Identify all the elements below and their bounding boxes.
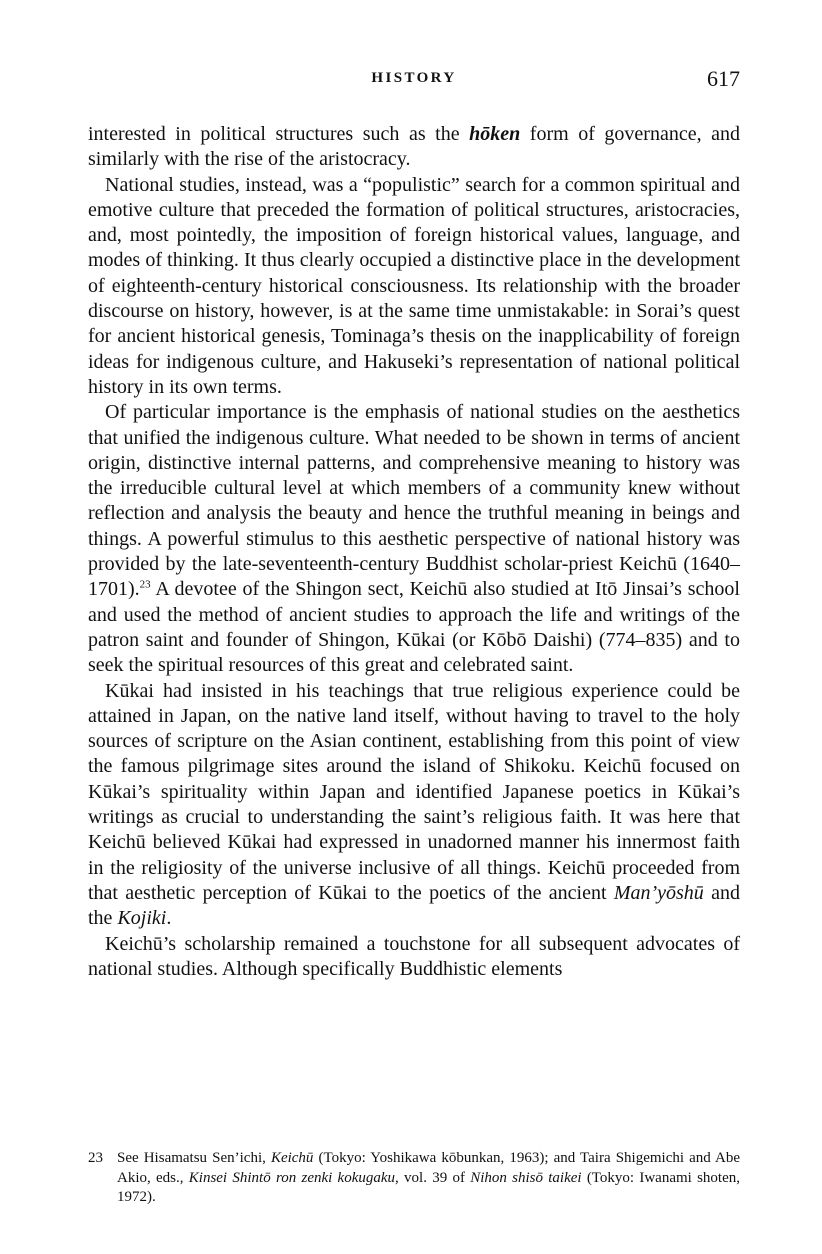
footnote-number: 23 — [88, 1150, 103, 1166]
paragraph-text: Of particular importance is the emphasis of national studies on the aesthetics that unified the indigenous culture. What needed to be shown in terms of ancient origin, distinctive internal patterns, and comprehensive meaning to history was the irreducible cultural level at which members of a community knew without reflection and analysis the beauty and hence the truthful meaning in beings and things. A powerful stimulus to this aesthetic perspective of national history was provided by the late-seventeenth-century Buddhist scholar-priest Keichū (1640–1701). — [88, 401, 740, 601]
paragraph-1 — [88, 122, 740, 173]
paragraph-text: . — [166, 907, 172, 930]
italic-title-manyoshu: Man’yōshū — [613, 881, 704, 904]
paragraph-text: Keichū’s scholarship remained a touchstone for all subsequent advocates of national studies. Although specifically Buddhistic elements — [88, 932, 740, 980]
page-number: 617 — [707, 66, 740, 91]
italic-title-kinsei-shinto: Kinsei Shintō ron zenki kokugaku — [188, 1169, 396, 1186]
italic-title-kojiki: Kojiki — [117, 907, 167, 930]
page-header — [88, 66, 740, 102]
paragraph-text: National studies, instead, was a “populistic” search for a common spiritual and emotive culture that preceded the formation of political structures, aristocracies, and, most pointedly, the imposition of foreign historical values, language, and modes of thinking. It thus clearly occupied a distinctive place in the development of eighteenth-century historical consciousness. Its relationship with the broader discourse on history, however, is at the same time unmistakable: in Sorai’s quest for ancient historical genesis, Tominaga’s thesis on the inapplicability of foreign ideas for indigenous culture, and Hakuseki’s representation of national political history in its own terms. — [88, 173, 740, 398]
italic-title-nihon-shiso-taikei: Nihon shisō taikei — [470, 1169, 582, 1186]
footnote-text: (Tokyo: Yoshikawa kōbunkan, 1963); and Taira Shigemichi and Abe Akio, eds., — [117, 1150, 740, 1186]
footnote-23 — [88, 1149, 740, 1208]
paragraph-text: form of governance, and similarly with the rise of the aristocracy. — [88, 123, 740, 171]
footnote-text: See Hisamatsu Sen’ichi, — [117, 1150, 271, 1166]
paragraph-5 — [88, 932, 740, 983]
footnote-reference: 23 — [139, 578, 151, 591]
footnote-text: , vol. 39 of — [395, 1169, 471, 1186]
paragraph-text: Kūkai had insisted in his teachings that true religious experience could be attained in Japan, on the native land itself, without having to travel to the holy sources of scripture on the Asian continent, establishing from this point of view the famous pilgrimage sites around the island of Shikoku. Keichū focused on Kūkai’s spirituality within Japan and identified Japanese poetics in Kūkai’s writings as crucial to understanding the saint’s religious faith. It was here that Keichū believed Kūkai had expressed in unadorned manner his innermost faith in the religiosity of the universe inclusive of all things. Keichū proceeded from that aesthetic perception of Kūkai to the poetics of the ancient — [88, 679, 740, 904]
italic-term-hoken: hōken — [469, 123, 521, 145]
paragraph-text: and the — [88, 881, 740, 930]
paragraph-text: A devotee of the Shingon sect, Keichū also studied at Itō Jinsai’s school and used the method of ancient studies to approach the life and writings of the patron saint and founder of Shingon, Kūkai (or Kōbō Daishi) (774–835) and to seek the spiritual resources of this great and celebrated saint. — [88, 578, 740, 677]
paragraph-2 — [88, 173, 740, 401]
body-text — [88, 122, 740, 982]
footnotes — [88, 1149, 740, 1208]
paragraph-4 — [88, 679, 740, 932]
paragraph-3 — [88, 400, 740, 678]
running-head: HISTORY — [371, 70, 457, 86]
italic-title-keichu: Keichū — [270, 1150, 314, 1166]
paragraph-text: interested in political structures such as the — [88, 123, 470, 145]
footnote-text: (Tokyo: Iwanami shoten, 1972). — [117, 1169, 740, 1205]
